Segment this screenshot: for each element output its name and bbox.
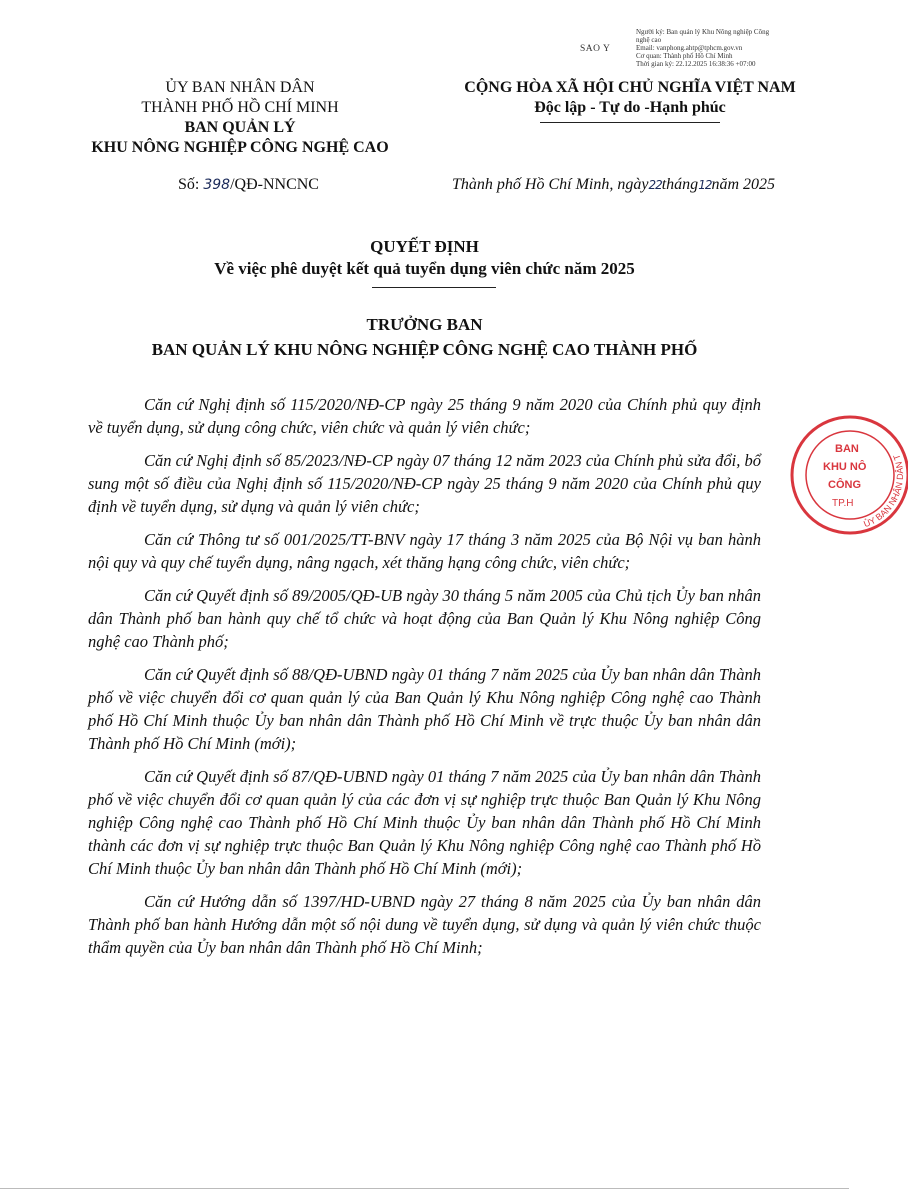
signature-line: nghệ cao	[636, 36, 662, 44]
date-month: 12	[698, 178, 712, 192]
stamp-outer-ring	[792, 417, 908, 533]
agency-header	[60, 78, 420, 158]
legal-basis	[88, 393, 761, 969]
signature-line: Thời gian ký: 22.12.2025 16:38:36 +07:00	[636, 60, 756, 68]
document-title	[0, 236, 849, 280]
stamp-text-line: BAN	[835, 443, 859, 455]
basis-paragraph: Căn cứ Nghị định số 115/2020/NĐ-CP ngày 25 tháng 9 năm 2020 của Chính phủ quy định về tuyển dụng, sử dụng công chức, viên chức và quản lý viên chức;	[88, 395, 761, 437]
agency-line: BAN QUẢN LÝ	[184, 119, 296, 136]
scan-edge-line	[0, 1188, 849, 1189]
basis-paragraph: Căn cứ Thông tư số 001/2025/TT-BNV ngày 17 tháng 3 năm 2025 của Bộ Nội vụ ban hành nội quy và quy chế tuyển dụng, nâng ngạch, xét thăng hạng công chức, viên chức;	[88, 530, 761, 572]
signature-line: Cơ quan: Thành phố Hồ Chí Minh	[636, 52, 733, 60]
stamp-text-line: KHU NÔ	[823, 461, 867, 473]
copy-mark: SAO Y	[580, 44, 611, 54]
digital-signature-block	[636, 28, 826, 68]
stamp-ring-text: ỦY BAN NHÂN DÂN T	[862, 453, 906, 530]
stamp-text-line: TP.H	[832, 498, 854, 509]
number-prefix: Số:	[178, 176, 200, 193]
doc-type: QUYẾT ĐỊNH	[370, 237, 479, 256]
authority-line: BAN QUẢN LÝ KHU NÔNG NGHIỆP CÔNG NGHỆ CAO THÀNH PHỐ	[151, 340, 698, 359]
state-name: CỘNG HÒA XÃ HỘI CHỦ NGHĨA VIỆT NAM	[464, 79, 796, 96]
basis-paragraph: Căn cứ Quyết định số 89/2005/QĐ-UB ngày 30 tháng 5 năm 2005 của Chủ tịch Ủy ban nhân dân Thành phố ban hành quy chế tổ chức và hoạt động của Ban Quản lý Khu Nông nghiệp Công nghệ cao Thành phố;	[88, 586, 761, 651]
document-number	[178, 176, 319, 194]
document-date	[452, 176, 775, 194]
agency-line: KHU NÔNG NGHIỆP CÔNG NGHỆ CAO	[91, 139, 389, 156]
date-day: 22	[648, 178, 662, 192]
date-month-label: tháng	[661, 176, 699, 193]
number-handwritten: 398	[203, 177, 231, 193]
motto-underline	[540, 122, 720, 123]
national-header	[430, 78, 830, 118]
stamp-text-line: CÔNG	[828, 479, 861, 491]
date-prefix: Thành phố Hồ Chí Minh, ngày	[452, 176, 649, 193]
basis-paragraph: Căn cứ Hướng dẫn số 1397/HD-UBND ngày 27 tháng 8 năm 2025 của Ủy ban nhân dân Thành phố ban hành Hướng dẫn một số nội dung về tuyển dụng, sử dụng và quản lý viên chức thuộc thẩm quyền của Ủy ban nhân dân Thành phố Hồ Chí Minh;	[88, 892, 761, 957]
agency-line: ỦY BAN NHÂN DÂN	[165, 79, 315, 96]
motto: Độc lập - Tự do -Hạnh phúc	[534, 99, 726, 116]
number-suffix: /QĐ-NNCNC	[230, 176, 319, 193]
doc-subject: Về việc phê duyệt kết quả tuyển dụng viên chức năm 2025	[214, 259, 635, 278]
issuing-authority	[0, 312, 849, 362]
basis-paragraph: Căn cứ Nghị định số 85/2023/NĐ-CP ngày 07 tháng 12 năm 2023 của Chính phủ sửa đổi, bổ sung một số điều của Nghị định số 115/2020/NĐ-CP ngày 25 tháng 9 năm 2020 của Chính phủ quy định về tuyển dụng, sử dụng và quản lý viên chức;	[88, 451, 761, 516]
basis-paragraph: Căn cứ Quyết định số 87/QĐ-UBND ngày 01 tháng 7 năm 2025 của Ủy ban nhân dân Thành phố về việc chuyển đổi cơ quan quản lý của các đơn vị sự nghiệp trực thuộc Ban Quản lý Khu Nông nghiệp Công nghệ cao Thành phố Hồ Chí Minh thuộc Ủy ban nhân dân Thành phố Hồ Chí Minh thành các đơn vị sự nghiệp trực thuộc Ban Quản lý Khu Nông nghiệp Công nghệ cao Thành phố Hồ Chí Minh thuộc Ủy ban nhân dân Thành phố Hồ Chí Minh (mới);	[88, 767, 761, 878]
signature-line: Email: vanphong.ahtp@tphcm.gov.vn	[636, 44, 743, 52]
authority-line: TRƯỞNG BAN	[366, 315, 483, 334]
signature-line: Người ký: Ban quản lý Khu Nông nghiệp Công	[636, 28, 770, 36]
basis-paragraph: Căn cứ Quyết định số 88/QĐ-UBND ngày 01 tháng 7 năm 2025 của Ủy ban nhân dân Thành phố về việc chuyển đổi cơ quan quản lý của Ban Quản lý Khu Nông nghiệp Công nghệ cao Thành phố Hồ Chí Minh thuộc Ủy ban nhân dân Thành phố Hồ Chí Minh về trực thuộc Ủy ban nhân dân Thành phố Hồ Chí Minh (mới);	[88, 665, 761, 753]
agency-line: THÀNH PHỐ HỒ CHÍ MINH	[141, 99, 339, 116]
date-year: năm 2025	[711, 176, 776, 193]
title-underline	[372, 287, 496, 288]
official-stamp	[788, 410, 908, 540]
